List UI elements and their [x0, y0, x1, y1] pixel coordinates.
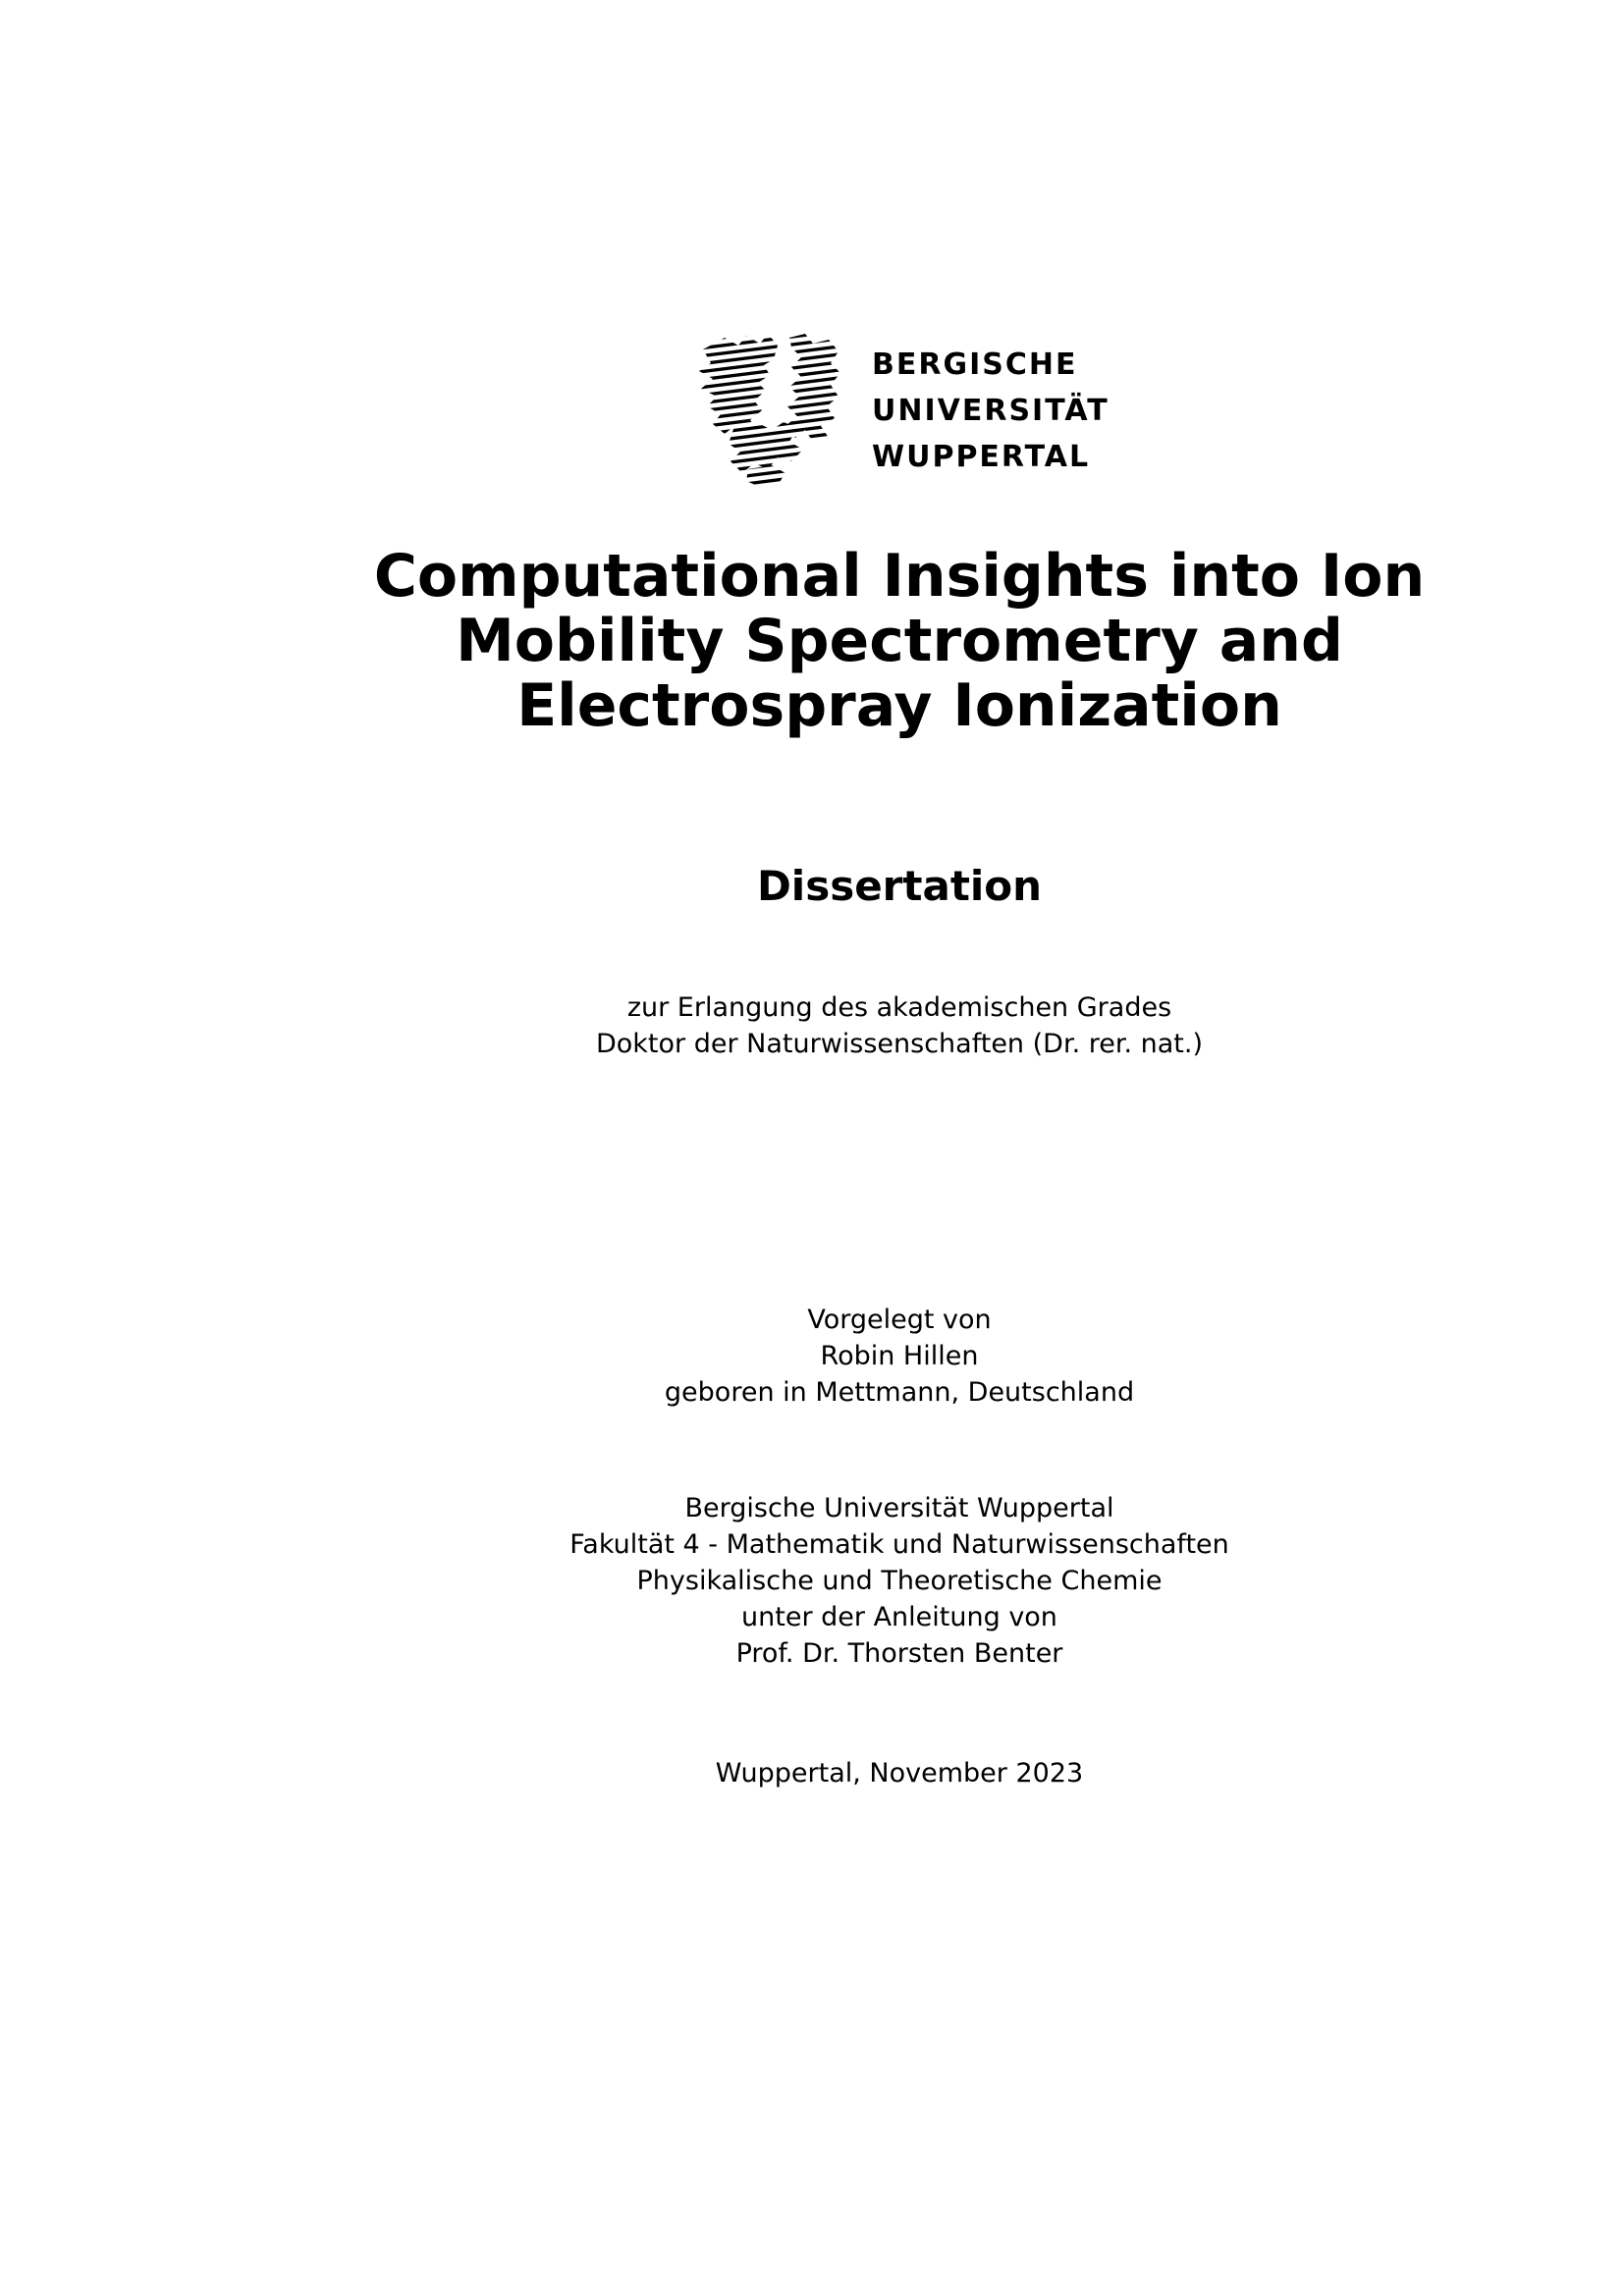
wordmark-line-1: BERGISCHE: [872, 347, 1078, 382]
purpose-line-1: zur Erlangung des akademischen Grades: [626, 992, 1172, 1023]
document-type: Dissertation: [756, 862, 1043, 910]
wordmark-line-2: UNIVERSITÄT: [872, 394, 1110, 428]
institution-line-1: Bergische Universität Wuppertal: [684, 1493, 1114, 1523]
thesis-title: [295, 544, 1504, 738]
university-wordmark: [872, 342, 1110, 480]
place-and-date: Wuppertal, November 2023: [715, 1758, 1084, 1789]
institution-line-3: Physikalische und Theoretische Chemie: [636, 1566, 1163, 1596]
title-line-1: Computational Insights into Ion: [373, 542, 1426, 611]
supervisor-name: Prof. Dr. Thorsten Benter: [735, 1638, 1063, 1669]
university-logo: [695, 332, 1108, 489]
institution-line-2: Fakultät 4 - Mathematik und Naturwissenschaften: [569, 1529, 1229, 1560]
degree-purpose: [295, 989, 1504, 1062]
author-block: [295, 1302, 1504, 1411]
title-line-2: Mobility Spectrometry and: [456, 607, 1343, 675]
wordmark-line-3: WUPPERTAL: [872, 440, 1091, 474]
title-line-3: Electrospray Ionization: [516, 671, 1282, 740]
purpose-line-2: Doktor der Naturwissenschaften (Dr. rer. nat.): [595, 1029, 1204, 1059]
institution-line-4: unter der Anleitung von: [741, 1602, 1057, 1632]
author-line-1: Vorgelegt von: [807, 1305, 992, 1335]
author-birthplace: geboren in Mettmann, Deutschland: [664, 1377, 1135, 1408]
university-lion-icon: [695, 332, 842, 489]
institution-block: [295, 1490, 1504, 1672]
author-name: Robin Hillen: [820, 1341, 979, 1371]
